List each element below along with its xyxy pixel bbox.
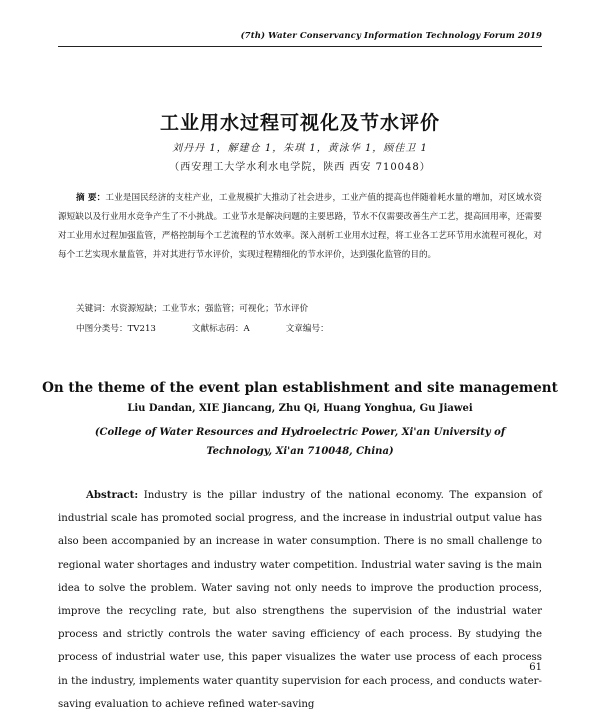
chinese-abstract-label: 摘 要： <box>76 193 106 203</box>
english-authors: Liu Dandan, XIE Jiancang, Zhu Qi, Huang Yonghua, Gu Jiawei <box>127 403 473 414</box>
english-affiliation: (College of Water Resources and Hydroelectric Power, Xi'an University of Technology, Xi'an 710048, China) <box>94 427 506 457</box>
page-number: 61 <box>529 662 542 673</box>
english-abstract-label: Abstract: <box>86 489 139 501</box>
chinese-affiliation: （西安理工大学水利水电学院，陕西 西安 710048） <box>169 162 431 173</box>
english-abstract-text: Industry is the pillar industry of the national economy. The expansion of industrial scale has promoted social progress, and the increase in industrial output value has also been accompanied by an increase in water consumption. There is no small challenge to regional water shortages and industry water competition. Industrial water saving is the main idea to solve the problem. Water saving not only needs to improve the production process, improve the recycling rate, but also strengthens the supervision of the industrial water process and strictly controls the water saving efficiency of each process. By studying the process of industrial water use, this paper visualizes the water use process of each process in the industry, implements water quantity supervision for each process, and conducts water-saving evaluation to achieve refined water-saving <box>58 490 542 710</box>
header-rule <box>58 46 542 47</box>
english-title: On the theme of the event plan establishment and site management <box>42 380 558 396</box>
chinese-title: 工业用水过程可视化及节水评价 <box>159 112 440 134</box>
chinese-abstract-text: 工业是国民经济的支柱产业，工业规模扩大推动了社会进步，工业产值的提高也伴随着耗水量的增加，对区域水资源短缺以及行业用水竞争产生了不小挑战。工业节水是解决问题的主要思路，节水不仅需要改善生产工艺，提高回用率，还需要对工业用水过程加强监管，严格控制每个工艺流程的节水效率。深入剖析工业用水过程，将工业各工艺环节用水流程可视化，对每个工艺实现水量监管，并对其进行节水评价，实现过程精细化的节水评价，达到强化监管的目的。 <box>58 193 542 260</box>
running-head: (7th) Water Conservancy Information Technology Forum 2019 <box>240 31 542 41</box>
chinese-keywords-label: 关键词： <box>76 304 111 314</box>
class-number: 中图分类号：TV213 <box>76 324 156 334</box>
document-code: 文献标志码：A <box>191 324 250 334</box>
english-abstract <box>58 484 542 716</box>
chinese-authors: 刘丹丹 1，解建仓 1，朱琪 1，黄泳华 1，顾佳卫 1 <box>172 143 428 154</box>
chinese-abstract <box>58 189 542 265</box>
chinese-keywords-text: 水资源短缺；工业节水；强监管；可视化；节水评价 <box>110 304 309 314</box>
classification-line <box>76 322 542 334</box>
article-number: 文章编号： <box>285 324 329 334</box>
chinese-keywords <box>76 302 542 314</box>
